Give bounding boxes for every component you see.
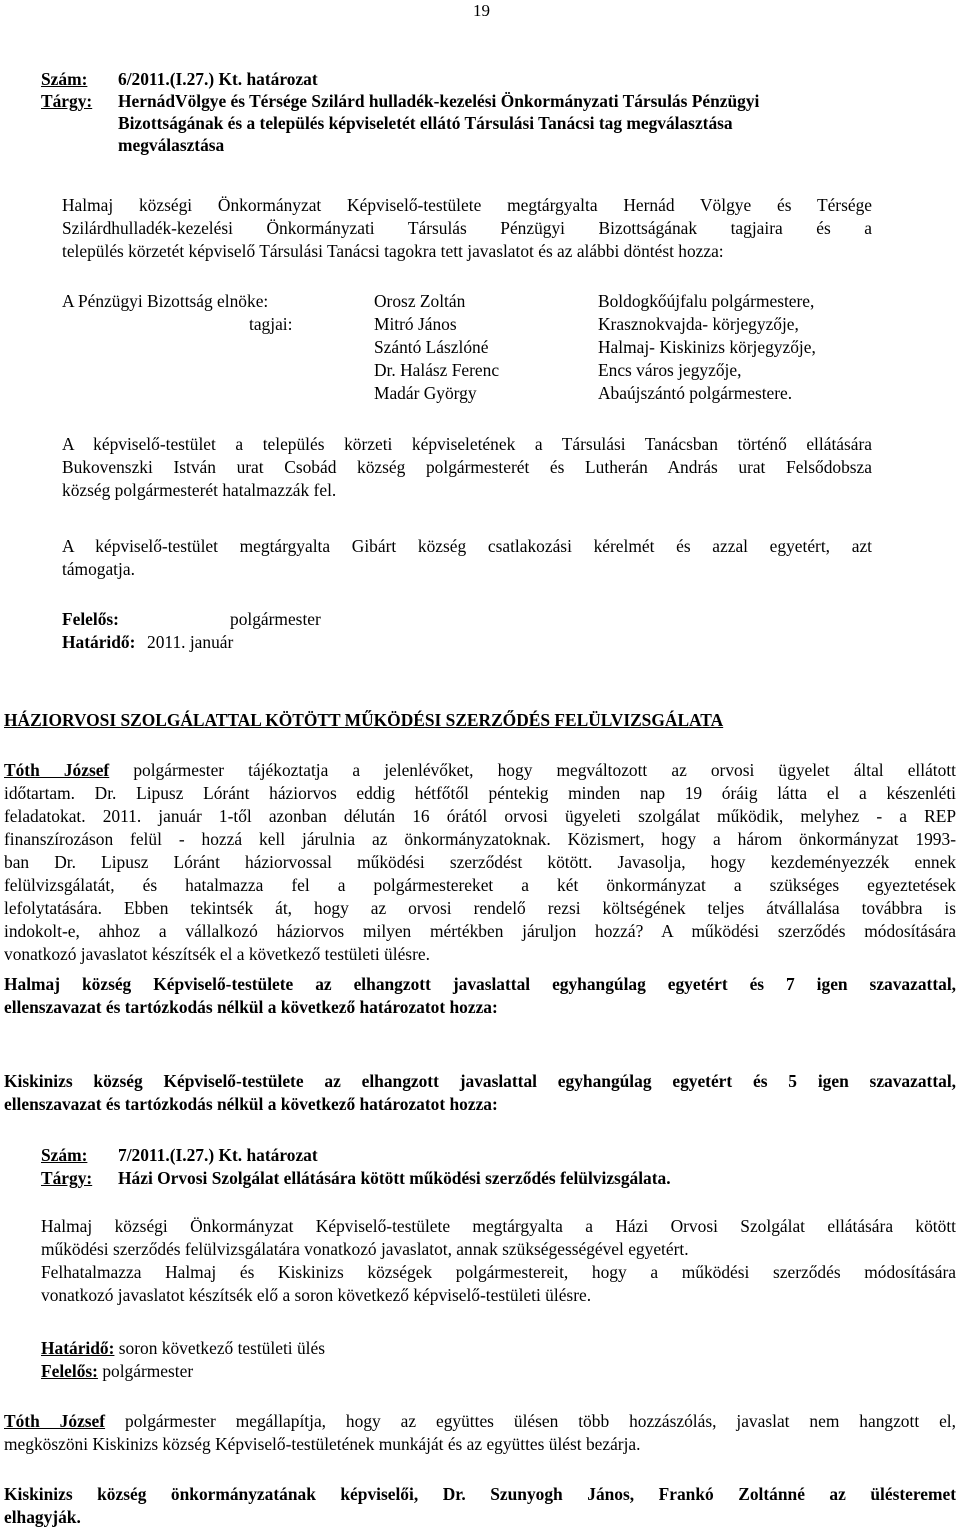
szam-value: 6/2011.(I.27.) Kt. határozat bbox=[118, 69, 318, 89]
felelos-value: polgármester bbox=[230, 609, 321, 629]
page-number: 19 bbox=[473, 1, 490, 20]
text-line: ellenszavazat és tartózkodás nélkül a következő határozatot hozza: bbox=[4, 997, 498, 1017]
text-line: elhagyják. bbox=[4, 1507, 81, 1527]
hatarido-value: 2011. január bbox=[147, 632, 234, 652]
section-heading-text: HÁZIORVOSI SZOLGÁLATTAL KÖTÖTT MŰKÖDÉSI SZERZŐDÉS FELÜLVIZSGÁLATA bbox=[4, 710, 724, 730]
felelos-value: polgármester bbox=[97, 1361, 194, 1381]
member-role: Krasznokvajda- körjegyzője, bbox=[598, 314, 799, 334]
text-line: feladatokat. 2011. január 1-től azonban délután 16 órától orvosi ügyeleti szolgálat működik, melyhez - a REP bbox=[4, 806, 956, 826]
final-paragraph bbox=[4, 1483, 956, 1529]
member-role: Boldogkőújfalu polgármestere, bbox=[598, 291, 815, 311]
closing-paragraph bbox=[4, 1410, 956, 1456]
text-line: vonatkozó javaslatot készítsék elő a soron következő képviselő-testületi ülésre. bbox=[41, 1285, 592, 1305]
text-line: támogatja. bbox=[62, 559, 135, 579]
hatarido-label: Határidő: bbox=[62, 632, 136, 652]
text-line bbox=[4, 1410, 956, 1433]
vote-halmaj bbox=[4, 973, 956, 1019]
speaker-name: Tóth József bbox=[4, 760, 110, 780]
committee-table bbox=[0, 290, 960, 405]
felelos-label: Felelős: bbox=[41, 1361, 98, 1381]
text-line: Halmaj községi Önkormányzat Képviselő-testülete megtárgyalta a Házi Orvosi Szolgálat ellátására kötött bbox=[41, 1216, 956, 1236]
text-line: ban Dr. Lipusz Lóránt háziorvossal működési szerződést kötött. Javasolja, hogy kezdeményezzék ennek bbox=[4, 852, 956, 872]
decision-1-intro bbox=[62, 194, 872, 263]
gibart-paragraph bbox=[62, 535, 872, 581]
text-line: A képviselő-testület a település körzeti képviseletének a Társulási Tanácsban történő ellátására bbox=[62, 434, 872, 454]
szam-label: Szám: bbox=[41, 1145, 88, 1165]
text-line: vonatkozó javaslatot készítsék el a következő testületi ülésre. bbox=[4, 944, 430, 964]
text-line: község polgármesterét hatalmazzák fel. bbox=[62, 480, 337, 500]
text-line: Kiskinizs község önkormányzatának képviselői, Dr. Szunyogh János, Frankó Zoltánné az ülésteremet bbox=[4, 1484, 956, 1504]
targy-line: megválasztása bbox=[118, 135, 225, 155]
speaker-name: Tóth József bbox=[4, 1411, 106, 1431]
text-line: finanszírozáson felül - hozzá kell járulnia az önkormányzatoknak. Közismert, hogy a három önkormányzat 1993- bbox=[4, 829, 956, 849]
member-role: Encs város jegyzője, bbox=[598, 360, 742, 380]
text-line: Halmaj községi Önkormányzat Képviselő-testülete megtárgyalta Hernád Völgye és Térsége bbox=[62, 195, 872, 215]
decision-1-footer bbox=[0, 608, 960, 654]
text-line: időtartam. Dr. Lipusz Lóránt háziorvos eddig hétfőtől péntekig minden nap 19 óráig látta el a készenléti bbox=[4, 783, 956, 803]
text-line: ellenszavazat és tartózkodás nélkül a következő határozatot hozza: bbox=[4, 1094, 498, 1114]
text-fragment: polgármester megállapítja, hogy az együttes ülésen több hozzászólás, javaslat nem hangzott el, bbox=[105, 1411, 956, 1431]
hatarido-label: Határidő: bbox=[41, 1338, 115, 1358]
text-line: Bukovenszki István urat Csobád község polgármesterét és Lutherán András urat Felsődobsza bbox=[62, 457, 872, 477]
targy-label: Tárgy: bbox=[41, 91, 93, 111]
text-line: A képviselő-testület megtárgyalta Gibárt község csatlakozási kérelmét és azzal egyetért, azt bbox=[62, 536, 872, 556]
decision-2-body bbox=[41, 1215, 956, 1307]
text-line: Felhatalmazza Halmaj és Kiskinizs községek polgármestereit, hogy a működési szerződés módosítására bbox=[41, 1262, 956, 1282]
text-line: működési szerződés felülvizsgálatára vonatkozó javaslatot, annak szükségességével egyetért. bbox=[41, 1239, 689, 1259]
member-name: Madár György bbox=[374, 383, 477, 403]
text-line: Szilárdhulladék-kezelési Önkormányzati Társulás Pénzügyi Bizottságának tagjaira és a bbox=[62, 218, 872, 238]
hatarido-value: soron következő testületi ülés bbox=[114, 1338, 325, 1358]
text-line: település körzetét képviselő Társulási Tanácsi tagokra tett javaslatot és az alábbi döntést hozza: bbox=[62, 241, 724, 261]
section-heading bbox=[4, 709, 960, 732]
committee-members-label: tagjai: bbox=[249, 314, 293, 334]
member-name: Dr. Halász Ferenc bbox=[374, 360, 500, 380]
targy-line: Bizottságának és a település képviseletét ellátó Társulási Tanácsi tag megválasztása bbox=[118, 113, 733, 133]
decision-1-header bbox=[0, 68, 960, 156]
text-line: Halmaj község Képviselő-testülete az elhangzott javaslattal egyhangúlag egyetért és 7 igen szavazattal, bbox=[4, 974, 956, 994]
decision-2-footer bbox=[41, 1337, 960, 1383]
szam-label: Szám: bbox=[41, 69, 88, 89]
text-fragment: polgármester tájékoztatja a jelenlévőket, hogy megváltozott az orvosi ügyelet által ellátott bbox=[109, 760, 956, 780]
text-line: Kiskinizs község Képviselő-testülete az elhangzott javaslattal egyhangúlag egyetért és 5 igen szavazattal, bbox=[4, 1071, 956, 1091]
felelos-label: Felelős: bbox=[62, 609, 119, 629]
szam-value: 7/2011.(I.27.) Kt. határozat bbox=[118, 1145, 318, 1165]
committee-chair-label: A Pénzügyi Bizottság elnöke: bbox=[62, 291, 269, 311]
vote-kiskinizs bbox=[4, 1070, 956, 1116]
decision-2-header bbox=[0, 1144, 960, 1190]
member-name: Mitró János bbox=[374, 314, 457, 334]
text-line: felülvizsgálatát, és hatalmazza fel a polgármestereket a két önkormányzat a szükséges egyeztetések bbox=[4, 875, 956, 895]
member-role: Abaújszántó polgármestere. bbox=[598, 383, 793, 403]
text-line: lefolytatására. Ebben tekintsék át, hogy az orvosi rendelő rezsi költségének teljes átvállalása továbbra is bbox=[4, 898, 956, 918]
member-name: Orosz Zoltán bbox=[374, 291, 466, 311]
text-line: megköszöni Kiskinizs község Képviselő-testületének munkáját és az együttes ülést bezárja. bbox=[4, 1434, 641, 1454]
council-authorization bbox=[62, 433, 872, 502]
report-paragraph bbox=[4, 759, 956, 966]
targy-line: HernádVölgye és Térsége Szilárd hulladék-kezelési Önkormányzati Társulás Pénzügyi bbox=[118, 91, 760, 111]
targy-value: Házi Orvosi Szolgálat ellátására kötött működési szerződés felülvizsgálata. bbox=[118, 1168, 671, 1188]
text-line: indokolt-e, ahhoz a vállalkozó háziorvos milyen mértékben járuljon hozzá? A működési szerződés módosítására bbox=[4, 921, 956, 941]
text-line bbox=[4, 759, 956, 782]
member-role: Halmaj- Kiskinizs körjegyzője, bbox=[598, 337, 816, 357]
member-name: Szántó Lászlóné bbox=[374, 337, 489, 357]
targy-label: Tárgy: bbox=[41, 1168, 93, 1188]
